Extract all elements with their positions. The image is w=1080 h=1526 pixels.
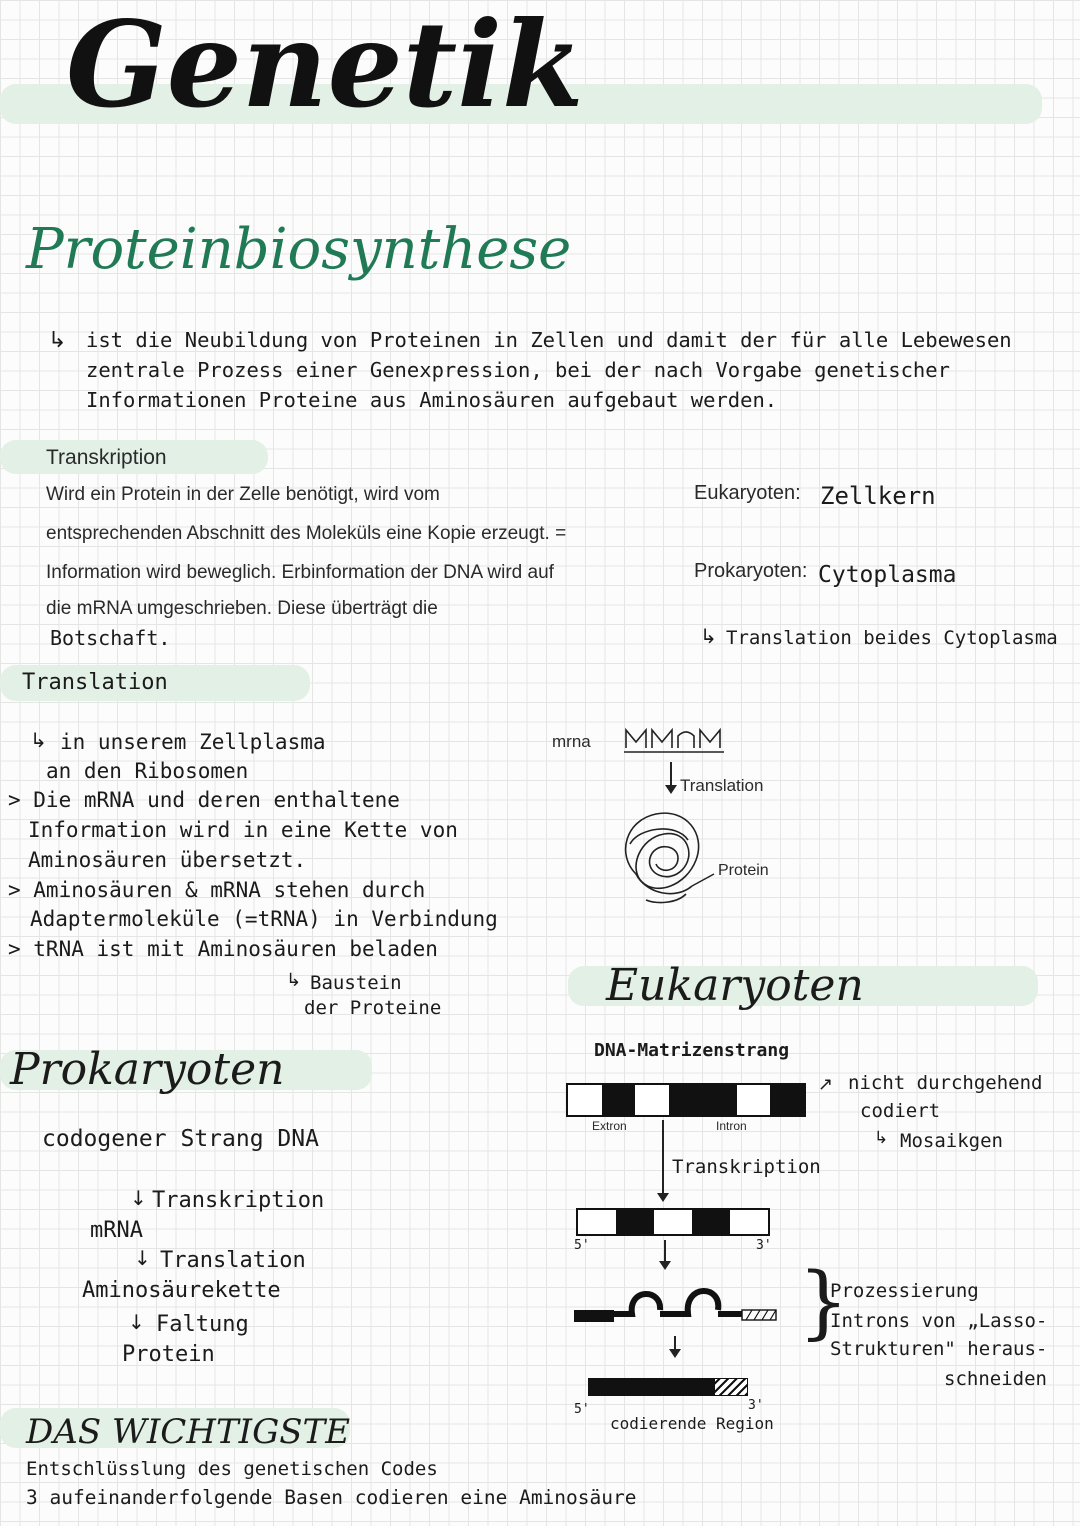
pre-mrna-bar	[576, 1208, 770, 1236]
prokaryoten-step-3: Faltung	[156, 1312, 249, 1337]
translation-line-2: an den Ribosomen	[46, 759, 249, 783]
prokaryoten-mrna: mRNA	[90, 1218, 143, 1243]
processing-line-4: schneiden	[944, 1368, 1047, 1390]
transkription-line-5: Botschaft.	[50, 626, 171, 650]
page-title: Genetik	[66, 0, 584, 134]
processing-arrow-2	[674, 1336, 676, 1356]
prokaryoten-strand: codogener Strang DNA	[42, 1126, 319, 1152]
baustein-arrow-icon: ↳	[286, 970, 302, 991]
intro-line-2: zentrale Prozess einer Genexpression, bei der nach Vorgabe genetischer	[86, 358, 950, 382]
prokaryoten-step-1: Transkription	[152, 1188, 325, 1213]
coding-region-label: codierende Region	[610, 1414, 774, 1433]
processing-line-2: Introns von „Lasso-	[830, 1310, 1048, 1332]
translation-line-7: Adaptermoleküle (=tRNA) in Verbindung	[30, 907, 498, 931]
important-line-2: 3 aufeinanderfolgende Basen codieren eine Aminosäure	[26, 1486, 637, 1509]
eukaryoten-heading: Eukaryoten	[606, 960, 864, 1011]
mrna-label: mrna	[552, 732, 591, 751]
five-prime-label-2: 5'	[574, 1402, 590, 1417]
mrna-strand-icon	[624, 726, 728, 754]
transkription-line-2: entsprechenden Abschnitt des Moleküls eine Kopie erzeugt. =	[46, 523, 567, 544]
transcription-arrow	[662, 1120, 664, 1200]
mrna-translation-arrow	[670, 762, 672, 792]
three-prime-label-1: 3'	[756, 1238, 772, 1253]
eukaryoten-side-note-2: codiert	[860, 1100, 941, 1122]
intron-label: Intron	[716, 1119, 747, 1133]
transkription-line-3: Information wird beweglich. Erbinformation der DNA wird auf	[46, 562, 554, 583]
transkription-line-4: die mRNA umgeschrieben. Diese überträgt die	[46, 598, 438, 619]
translation-sub-note-2: der Proteine	[304, 997, 442, 1019]
processing-line-1: Prozessierung	[830, 1280, 979, 1302]
translation-arrow-icon: ↳	[30, 728, 47, 752]
prokaryoten-location-value: Cytoplasma	[818, 562, 957, 588]
protein-coil-icon	[616, 804, 716, 910]
translation-line-1: in unserem Zellplasma	[60, 730, 326, 754]
intron-lasso-icon	[572, 1274, 778, 1334]
eukaryoten-transcription-label: Transkription	[672, 1156, 821, 1178]
location-arrow-icon: ↳	[700, 624, 717, 648]
prokaryoten-protein: Protein	[122, 1342, 215, 1367]
translation-location-note: Translation beides Cytoplasma	[726, 627, 1058, 649]
intro-line-3: Informationen Proteine aus Aminosäuren aufgebaut werden.	[86, 388, 778, 412]
page-subtitle: Proteinbiosynthese	[26, 217, 572, 282]
mature-mrna-bar	[588, 1378, 748, 1396]
prokaryoten-arrow-3-icon: ↓	[128, 1310, 145, 1334]
exon-label: Extron	[592, 1119, 627, 1133]
eukaryoten-location-value: Zellkern	[820, 482, 936, 510]
transkription-heading: Transkription	[46, 446, 167, 469]
eukaryoten-side-note-1: nicht durchgehend	[848, 1072, 1043, 1094]
processing-line-3: Strukturen" heraus-	[830, 1338, 1048, 1360]
important-heading: DAS WICHTIGSTE	[26, 1412, 351, 1452]
eukaryoten-side-note-3: Mosaikgen	[900, 1130, 1003, 1152]
transkription-line-1: Wird ein Protein in der Zelle benötigt, wird vom	[46, 484, 440, 505]
five-prime-label-1: 5'	[574, 1238, 590, 1253]
translation-line-8: > tRNA ist mit Aminosäuren beladen	[8, 937, 438, 961]
intro-arrow-icon: ↳	[48, 328, 67, 353]
prokaryoten-chain: Aminosäurekette	[82, 1278, 281, 1303]
mrna-arrow-label: Translation	[680, 776, 764, 795]
translation-line-3: > Die mRNA und deren enthaltene	[8, 788, 400, 812]
side-arrow-icon: ↗	[818, 1074, 834, 1095]
prokaryoten-arrow-2-icon: ↓	[134, 1246, 151, 1270]
translation-line-5: Aminosäuren übersetzt.	[28, 848, 307, 872]
translation-line-6: > Aminosäuren & mRNA stehen durch	[8, 878, 426, 902]
processing-brace-icon: }	[798, 1255, 849, 1348]
processing-arrow-1	[664, 1240, 666, 1268]
dna-matrix-bar	[566, 1083, 806, 1117]
mosaik-arrow-icon: ↳	[874, 1128, 889, 1148]
important-line-1: Entschlüsslung des genetischen Codes	[26, 1458, 438, 1480]
prokaryoten-heading: Prokaryoten	[10, 1044, 285, 1095]
translation-sub-note-1: Baustein	[310, 972, 402, 994]
eukaryoten-strand-label: DNA-Matrizenstrang	[594, 1040, 790, 1061]
protein-label: Protein	[718, 862, 769, 879]
prokaryoten-arrow-1-icon: ↓	[130, 1186, 147, 1210]
three-prime-label-2: 3'	[748, 1398, 764, 1413]
translation-heading: Translation	[22, 670, 168, 695]
prokaryoten-step-2: Translation	[160, 1248, 306, 1273]
eukaryoten-location-label: Eukaryoten:	[694, 482, 801, 504]
prokaryoten-location-label: Prokaryoten:	[694, 560, 808, 582]
intro-line-1: ist die Neubildung von Proteinen in Zellen und damit der für alle Lebewesen	[86, 328, 1012, 352]
translation-line-4: Information wird in eine Kette von	[28, 818, 458, 842]
